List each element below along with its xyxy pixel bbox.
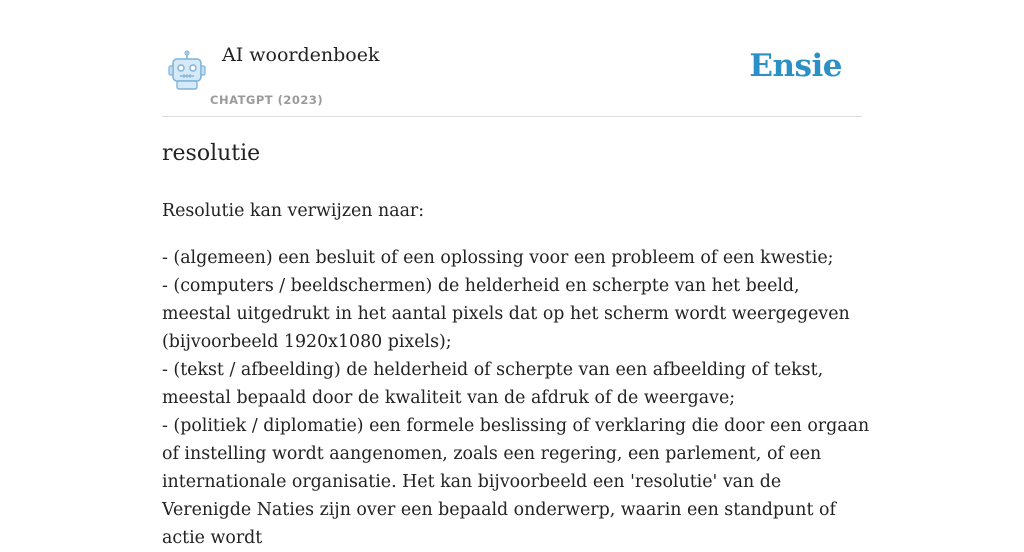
definition-item: - (politiek / diplomatie) een formele beslissing of verklaring die door een orgaan of instelling wordt aangenomen, zoals een regering, een parlement, of een internationale organisatie. Het kan bijvoorbeeld een 'resolutie' van de Verenigde Naties zijn over een bepaald onderwerp, waarin een standpunt of actie wordt: [162, 416, 870, 548]
author-label: CHATGPT (2023): [210, 93, 324, 107]
definition-item: - (computers / beeldschermen) de helderheid en scherpte van het beeld, meestal uitgedrukt in het aantal pixels dat op het scherm wordt weergegeven (bijvoorbeeld 1920x1080 pixels);: [162, 276, 850, 352]
definition-item: - (algemeen) een besluit of een oplossing voor een probleem of een kwestie;: [162, 248, 834, 268]
entry-content: [162, 136, 872, 552]
definition-item: - (tekst / afbeelding) de helderheid of scherpte van een afbeelding of tekst, meestal bepaald door de kwaliteit van de afdruk of de weergave;: [162, 360, 824, 408]
robot-icon: [166, 50, 208, 92]
entry-term: resolutie: [162, 141, 261, 166]
entry-intro: Resolutie kan verwijzen naar:: [162, 201, 425, 221]
brand-logo[interactable]: Ensie: [749, 48, 842, 84]
definition-list: [162, 244, 872, 552]
page-header: [162, 0, 862, 117]
dictionary-name[interactable]: AI woordenboek: [222, 44, 380, 66]
